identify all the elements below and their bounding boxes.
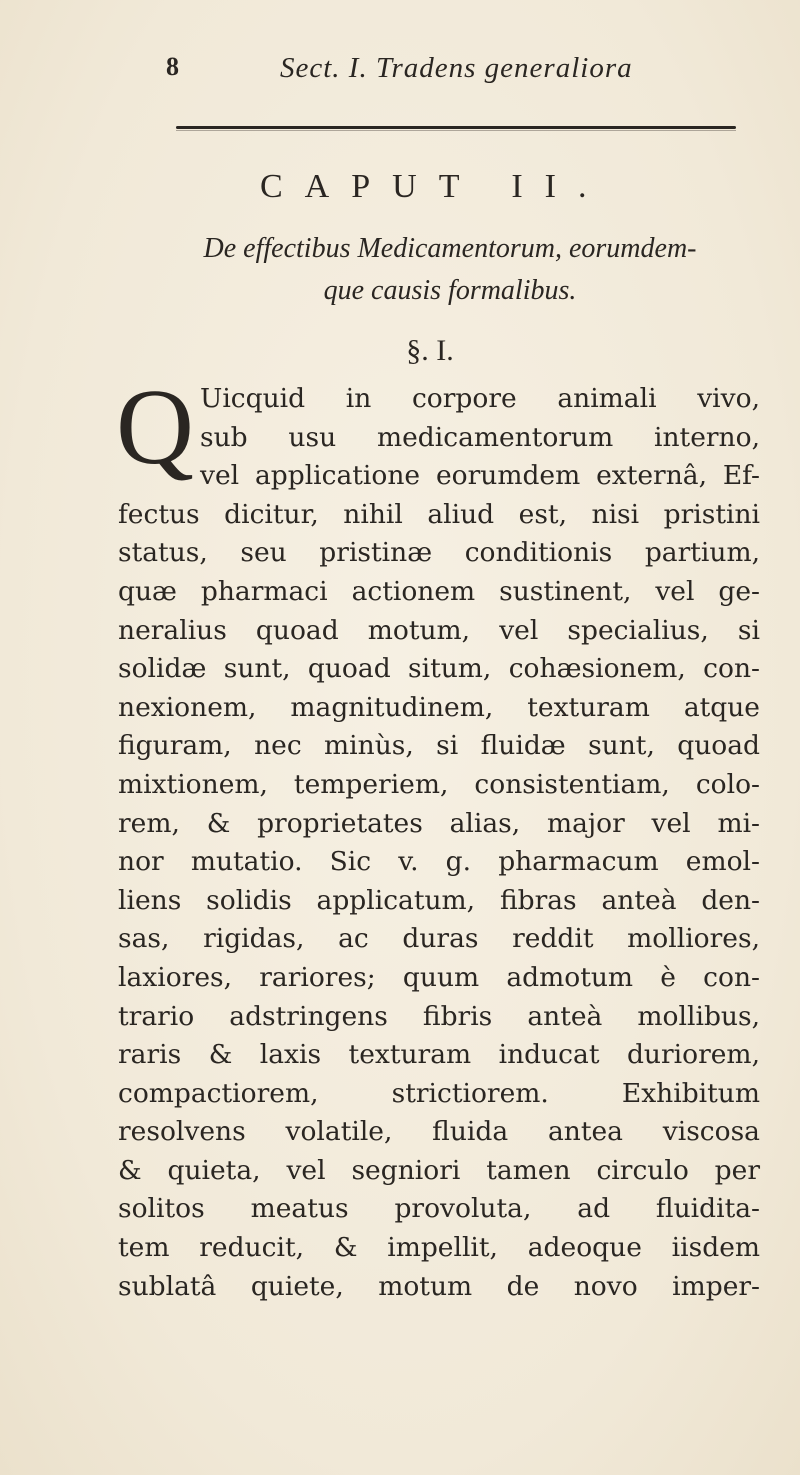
chapter-subtitle-line1: De effectibus Medicamentorum, eorumdem- (203, 233, 697, 264)
text-line: solidæ sunt, quoad situm, cohæsionem, con- (118, 653, 760, 685)
text-line: nor mutatio. Sic v. g. pharmacum emol- (118, 846, 760, 878)
text-line: fectus dicitur, nihil aliud est, nisi pristini (118, 498, 760, 530)
chapter-subtitle-line2: que causis formalibus. (323, 275, 577, 306)
text-line: laxiores, rariores; quum admotum è con- (118, 961, 760, 993)
body-paragraph (116, 368, 760, 1306)
running-head (160, 52, 720, 92)
text-line: sublatâ quiete, motum de novo imper- (118, 1270, 760, 1302)
text-line: tem reducit, & impellit, adeoque iisdem (118, 1232, 760, 1264)
text-line: quæ pharmaci actionem sustinent, vel ge- (118, 575, 760, 607)
text-line: Uicquid in corpore animali vivo, (200, 383, 760, 414)
text-line: vel applicatione eorumdem externâ, Ef- (200, 460, 760, 492)
drop-cap: Q (116, 368, 194, 487)
text-line: raris & laxis texturam inducat duriorem, (118, 1039, 760, 1071)
text-line: resolvens volatile, fluida antea viscosa (118, 1116, 760, 1148)
chapter-heading: CAPUT II. (260, 168, 609, 205)
text-line: figuram, nec minùs, si fluidæ sunt, quoad (118, 730, 760, 762)
text-line: mixtionem, temperiem, consistentiam, colo- (118, 768, 760, 800)
text-line: sub usu medicamentorum interno, (200, 421, 760, 453)
text-line: solitos meatus provoluta, ad fluidita- (118, 1193, 760, 1225)
section-mark: §. I. (406, 334, 454, 367)
text-line: nexionem, magnitudinem, texturam atque (118, 691, 760, 723)
running-head-title: Sect. I. Tradens generaliora (280, 52, 633, 84)
text-line: rem, & proprietates alias, major vel mi- (118, 807, 760, 839)
text-line: liens solidis applicatum, fibras anteà den- (118, 884, 760, 916)
page-number: 8 (166, 52, 179, 81)
text-line: trario adstringens fibris anteà mollibus, (118, 1000, 760, 1032)
text-line: compactiorem, strictiorem. Exhibitum (118, 1077, 760, 1109)
text-line: neralius quoad motum, vel specialius, si (118, 614, 760, 646)
text-line: & quieta, vel segniori tamen circulo per (118, 1154, 760, 1186)
text-line: sas, rigidas, ac duras reddit molliores, (118, 923, 760, 955)
text-line: status, seu pristinæ conditionis partium, (118, 537, 760, 569)
chapter-subtitle (140, 228, 760, 312)
header-rule (176, 126, 736, 129)
